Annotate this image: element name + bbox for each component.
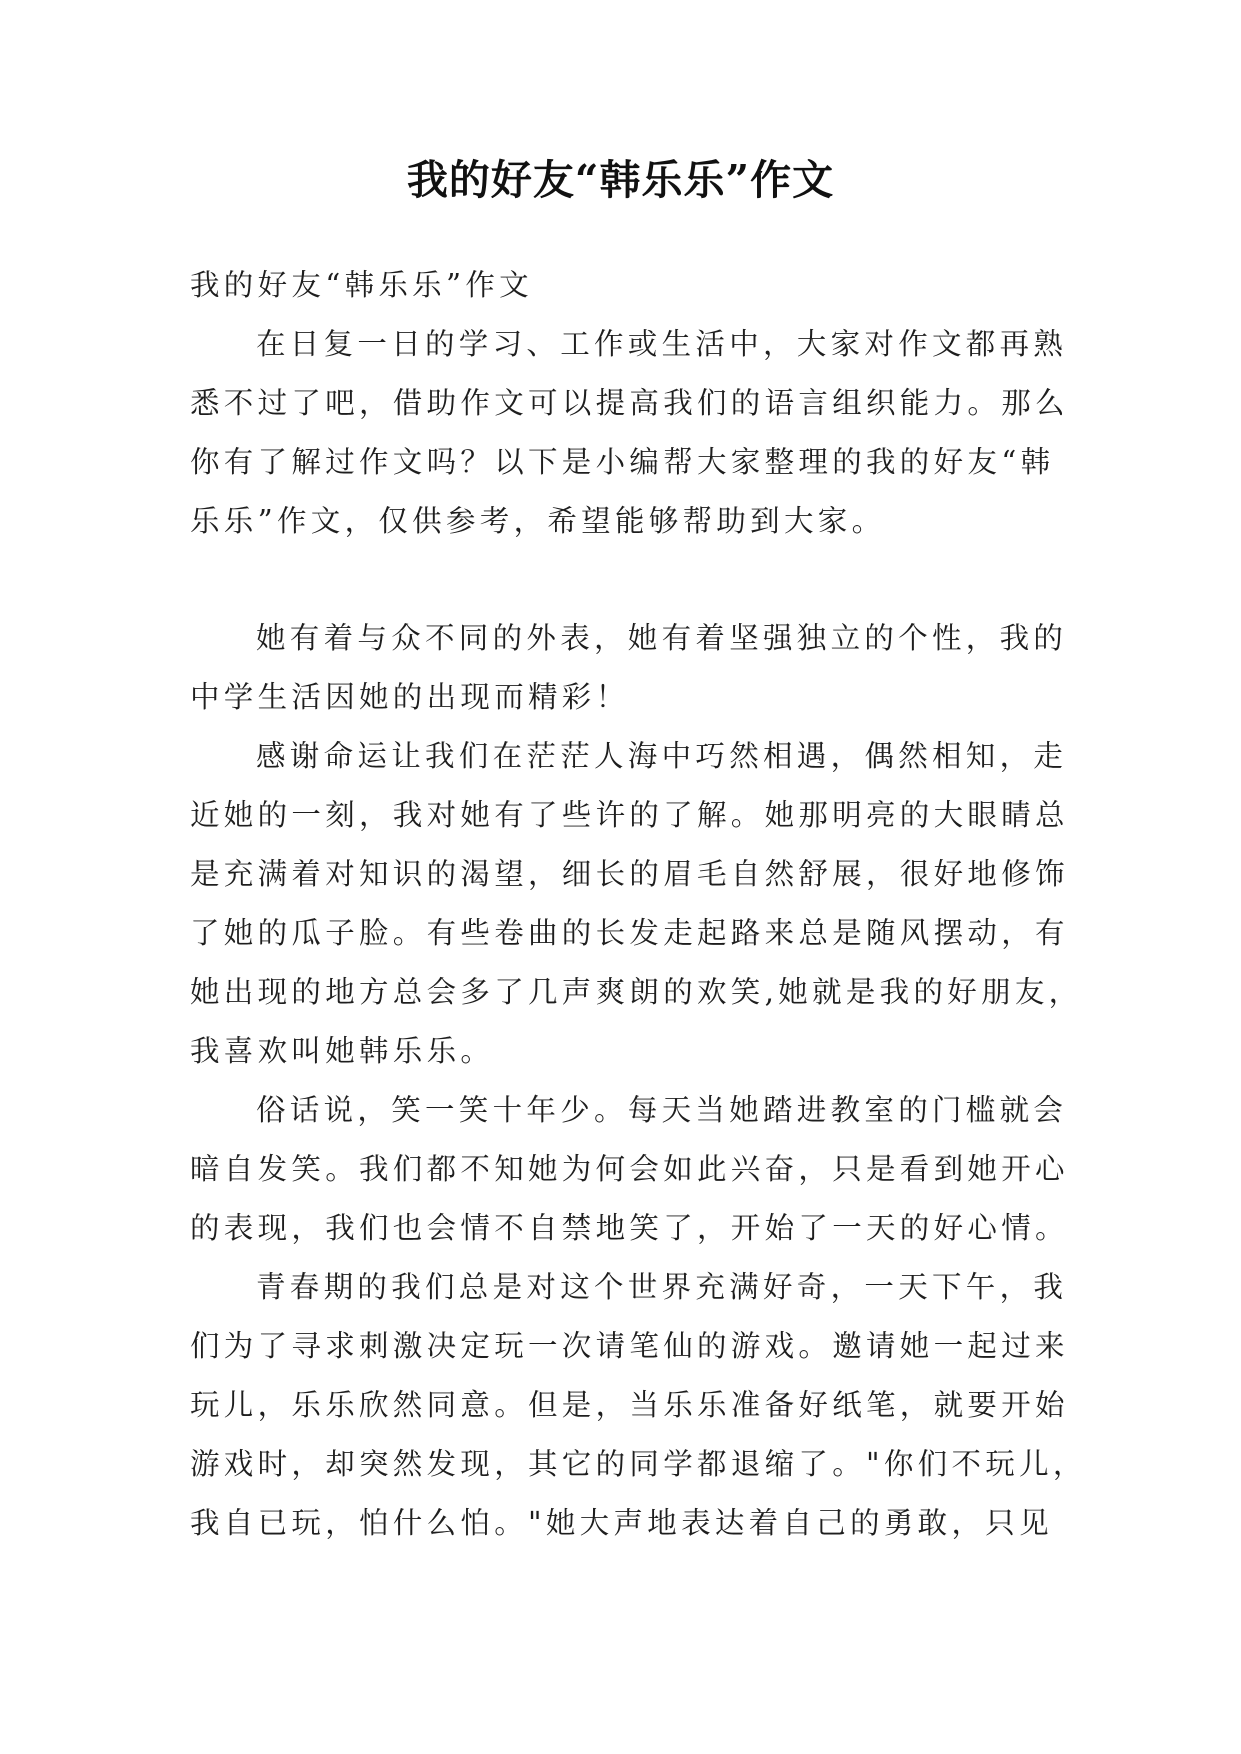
document-subtitle: 我的好友“韩乐乐”作文 <box>190 268 533 302</box>
paragraph-line: 乐乐”作文，仅供参考，希望能够帮助到大家。 <box>190 504 886 538</box>
paragraph-spacer <box>190 551 1066 609</box>
paragraph-line: 中学生活因她的出现而精彩！ <box>190 680 630 714</box>
document-body <box>190 256 1087 1553</box>
paragraph-line: 她出现的地方总会多了几声爽朗的欢笑,她就是我的好朋友， <box>190 975 1083 1009</box>
paragraph-line: 游戏时，却突然发现，其它的同学都退缩了。"你们不玩儿， <box>190 1447 1087 1481</box>
intro-paragraph <box>190 315 1069 551</box>
paragraph-line: 青春期的我们总是对这个世界充满好奇，一天下午，我 <box>256 1270 1068 1304</box>
paragraph-line: 的表现，我们也会情不自禁地笑了，开始了一天的好心情。 <box>190 1211 1069 1245</box>
document-title: 我的好友“韩乐乐”作文 <box>406 156 835 204</box>
paragraph-line: 俗话说，笑一笑十年少。每天当她踏进教室的门槛就会 <box>256 1093 1068 1127</box>
paragraph-line: 她有着与众不同的外表，她有着坚强独立的个性，我的 <box>256 621 1068 655</box>
paragraph-line: 是充满着对知识的渴望，细长的眉毛自然舒展，很好地修饰 <box>190 857 1069 891</box>
paragraph-line: 我自已玩，怕什么怕。"她大声地表达着自己的勇敢，只见 <box>190 1506 1053 1540</box>
paragraph-line: 在日复一日的学习、工作或生活中，大家对作文都再熟 <box>256 327 1068 361</box>
paragraph-line: 近她的一刻，我对她有了些许的了解。她那明亮的大眼睛总 <box>190 798 1069 832</box>
paragraph-line: 悉不过了吧，借助作文可以提高我们的语言组织能力。那么 <box>190 386 1069 420</box>
paragraph-line: 了她的瓜子脸。有些卷曲的长发走起路来总是随风摆动，有 <box>190 916 1069 950</box>
paragraph-line: 感谢命运让我们在茫茫人海中巧然相遇，偶然相知，走 <box>256 739 1068 773</box>
paragraph-1 <box>190 609 1066 727</box>
paragraph-4 <box>190 1258 1087 1553</box>
paragraph-line: 们为了寻求刺激决定玩一次请笔仙的游戏。邀请她一起过来 <box>190 1329 1069 1363</box>
paragraph-line: 我喜欢叫她韩乐乐。 <box>190 1034 495 1068</box>
paragraph-line: 暗自发笑。我们都不知她为何会如此兴奋，只是看到她开心 <box>190 1152 1069 1186</box>
paragraph-2 <box>190 727 1083 1081</box>
paragraph-3 <box>190 1081 1069 1258</box>
paragraph-line: 你有了解过作文吗？以下是小编帮大家整理的我的好友“韩 <box>190 445 1055 479</box>
paragraph-line: 玩儿，乐乐欣然同意。但是，当乐乐准备好纸笔，就要开始 <box>190 1388 1069 1422</box>
